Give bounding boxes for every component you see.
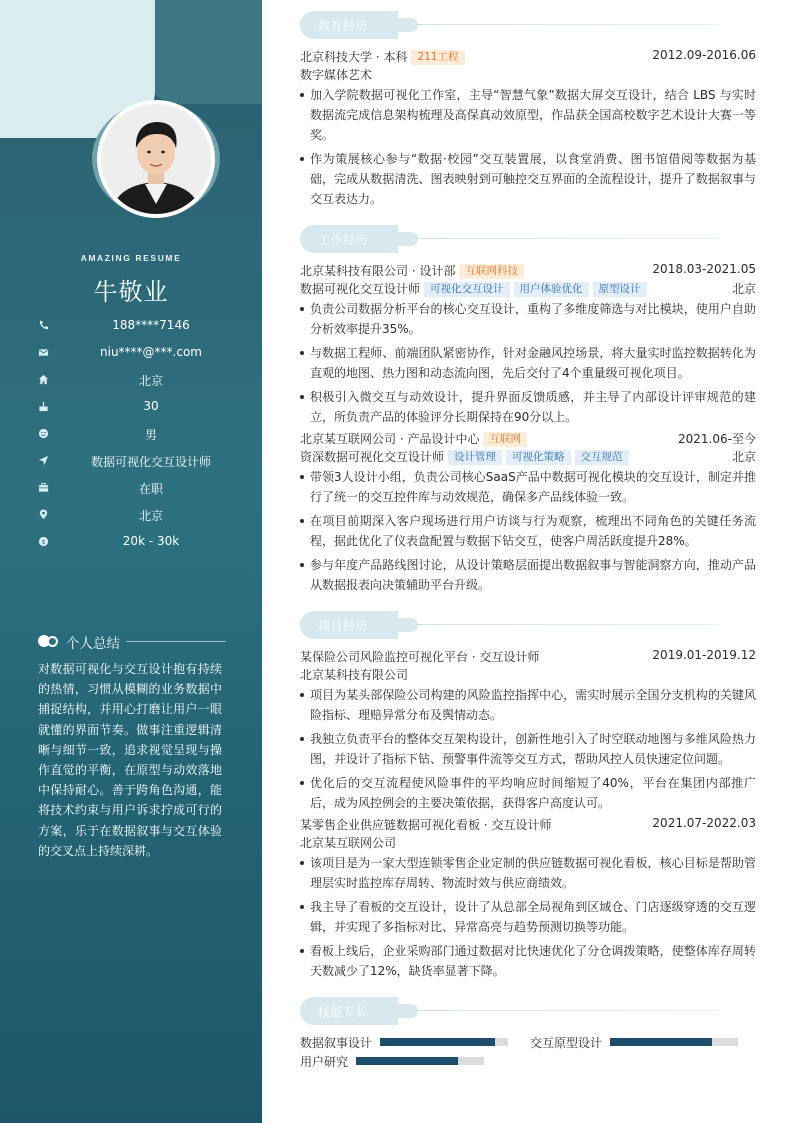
skill-label: 用户研究: [300, 1055, 349, 1069]
project-company: 北京某科技有限公司: [300, 668, 409, 682]
project-entry-1: [300, 647, 756, 817]
summary-title: 个人总结: [66, 636, 120, 652]
project-company-row: [300, 833, 756, 851]
skill-bar-track: [356, 1057, 484, 1065]
section-pill-tail: [380, 18, 418, 32]
sidebar: [0, 0, 262, 1123]
project-period: 2021.07-2022.03: [652, 816, 756, 830]
info-value: 20k - 30k: [122, 534, 180, 548]
company-name: 北京某科技有限公司 · 设计部: [300, 264, 456, 278]
skill-tag: 用户体验优化: [514, 282, 589, 297]
info-value: niu****@***.com: [100, 345, 202, 359]
briefcase-icon: [38, 482, 49, 493]
info-status: [0, 479, 262, 506]
list-item: 我独立负责平台的整体交互架构设计，创新性地引入了时空联动地图与多维风险热力图，并设计了指标下钻、预警事件流等交互方式，帮助风控人员快速定位问题。: [300, 729, 756, 769]
gender-icon: [38, 428, 49, 439]
work-entry-2: [300, 429, 756, 599]
work-role-row: [300, 447, 756, 465]
avatar-portrait-icon: [101, 104, 211, 214]
section-title: 工作经历: [318, 233, 369, 247]
skill-bar-track: [380, 1038, 508, 1046]
work-header-row: [300, 429, 756, 447]
project-bullets: [300, 853, 756, 981]
skill-bar-fill: [380, 1038, 495, 1046]
work-city: 北京: [731, 282, 756, 296]
list-item: 负责公司数据分析平台的核心交互设计，重构了多维度筛选与对比模块，使用户自助分析效率提升35%。: [300, 299, 756, 339]
skill-tag: 原型设计: [593, 282, 647, 297]
phone-icon: [38, 320, 49, 331]
project-company: 北京某互联网公司: [300, 836, 397, 850]
skill-tag: 可视化交互设计: [424, 282, 510, 297]
education-entry: [300, 47, 756, 213]
section-header-skills: [300, 997, 756, 1025]
education-bullets: [300, 85, 756, 209]
summary-heading: [38, 632, 226, 650]
skill-tag: 可视化策略: [506, 450, 571, 465]
info-home: [0, 371, 262, 398]
section-title: 项目经历: [318, 619, 369, 633]
list-item: 我主导了看板的交互设计，设计了从总部全局视角到区域仓、门店逐级穿透的交互逻辑，并实现了多指标对比、异常高亮与趋势预测切换等功能。: [300, 897, 756, 937]
contact-info-list: [0, 317, 262, 560]
work-bullets: [300, 467, 756, 595]
info-position: [0, 452, 262, 479]
industry-badge: 互联网科技: [459, 264, 524, 279]
list-item: 加入学院数据可视化工作室，主导“智慧气象”数据大屏交互设计，结合 LBS 与实时数据流完成信息架构梳理及高保真动效原型，作品获全国高校数字艺术设计大赛一等奖。: [300, 85, 756, 145]
list-item: 看板上线后，企业采购部门通过数据对比快速优化了分仓调拨策略，使整体库存周转天数减少了12%，缺货率显著下降。: [300, 941, 756, 981]
skill-item: [300, 1032, 510, 1050]
section-dots-icon: [38, 635, 60, 647]
section-rule: [416, 24, 720, 25]
project-bullets: [300, 685, 756, 813]
cake-icon: [38, 401, 49, 412]
project-entry-2: [300, 815, 756, 985]
education-header-row: [300, 47, 756, 65]
skill-tag: 设计管理: [448, 450, 502, 465]
section-header-education: [300, 11, 756, 39]
list-item: 参与年度产品路线图讨论，从设计策略层面提出数据叙事与智能洞察方向，推动产品从数据报表向决策辅助平台升级。: [300, 555, 756, 595]
project-name: 某保险公司风险监控可视化平台 · 交互设计师: [300, 650, 540, 664]
major: 数字媒体艺术: [300, 68, 373, 82]
info-value: 男: [144, 428, 157, 442]
section-header-work: [300, 225, 756, 253]
project-header-row: [300, 815, 756, 833]
svg-text:$: $: [41, 537, 46, 546]
job-role: 数据可视化交互设计师: [300, 282, 421, 296]
list-item: 带领3人设计小组，负责公司核心SaaS产品中数据可视化模块的交互设计，制定并推行了统一的交互控件库与动效规范，确保多产品线体验一致。: [300, 467, 756, 507]
resume-tagline: AMAZING RESUME: [80, 253, 182, 263]
section-pill-tail: [380, 1004, 418, 1018]
skill-label: 交互原型设计: [530, 1036, 603, 1050]
info-value: 数据可视化交互设计师: [90, 455, 211, 469]
work-city: 北京: [731, 450, 756, 464]
send-icon: [38, 455, 49, 466]
list-item: 作为策展核心参与“数据·校园”交互装置展，以食堂消费、图书馆借阅等数据为基础，完成从数据清洗、图表映射到可触控交互界面的全流程设计，提升了数据叙事与交互表达力。: [300, 149, 756, 209]
project-period: 2019.01-2019.12: [652, 648, 756, 662]
section-title: 技能专长: [318, 1005, 369, 1019]
work-header-row: [300, 261, 756, 279]
candidate-name: 牛敬业: [93, 278, 169, 306]
work-role-row: [300, 279, 756, 297]
avatar: [97, 100, 215, 218]
list-item: 积极引入微交互与动效设计，提升界面反馈质感，并主导了内部设计评审规范的建立，所负责产品的体验评分长期保持在90分以上。: [300, 387, 756, 427]
industry-badge: 互联网: [483, 432, 527, 447]
skill-item: [300, 1051, 510, 1069]
section-pill-tail: [380, 232, 418, 246]
info-age: [0, 398, 262, 425]
home-icon: [38, 374, 49, 385]
info-value: 在职: [138, 482, 163, 496]
section-rule: [416, 238, 720, 239]
section-rule: [416, 1010, 720, 1011]
skill-bar-track: [610, 1038, 738, 1046]
divider: [126, 641, 226, 642]
info-value: 30: [143, 399, 159, 413]
info-gender: [0, 425, 262, 452]
skill-tag: 交互规范: [575, 450, 629, 465]
list-item: 该项目是为一家大型连锁零售企业定制的供应链数据可视化看板，核心目标是帮助管理层实时监控库存周转、物流时效与供应商绩效。: [300, 853, 756, 893]
info-salary: [0, 533, 262, 560]
list-item: 优化后的交互流程使风险事件的平均响应时间缩短了40%，平台在集团内部推广后，成为风控例会的主要决策依据，获得客户高度认可。: [300, 773, 756, 813]
skill-item: [530, 1032, 740, 1050]
job-role: 资深数据可视化交互设计师: [300, 450, 445, 464]
work-entry-1: [300, 261, 756, 431]
info-email: [0, 344, 262, 371]
info-value: 北京: [138, 509, 163, 523]
mail-icon: [38, 347, 49, 358]
skill-bar-fill: [610, 1038, 712, 1046]
company-name: 北京某互联网公司 · 产品设计中心: [300, 432, 480, 446]
salary-icon: [38, 536, 49, 547]
work-period: 2021.06-至今: [678, 432, 756, 446]
info-phone: [0, 317, 262, 344]
work-period: 2018.03-2021.05: [652, 262, 756, 276]
section-pill-tail: [380, 618, 418, 632]
list-item: 与数据工程师、前端团队紧密协作，针对金融风控场景，将大量实时监控数据转化为直观的地图、热力图和动态流向图，先后交付了4个重量级可视化项目。: [300, 343, 756, 383]
education-major-row: [300, 65, 756, 83]
section-rule: [416, 624, 720, 625]
skill-label: 数据叙事设计: [300, 1036, 373, 1050]
project-name: 某零售企业供应链数据可视化看板 · 交互设计师: [300, 818, 552, 832]
summary-text: 对数据可视化与交互设计抱有持续的热情，习惯从模糊的业务数据中捕捉结构，并用心打磨让用户一眼就懂的界面节奏。做事注重逻辑清晰与细节一致，追求视觉呈现与操作直觉的平衡，在原型与动效落地中保持耐心。善于跨角色沟通，能将技术约束与用户诉求拧成可行的方案，乐于在数据叙事与交互体验的交叉点上持续深耕。: [38, 662, 222, 858]
school-badge: 211工程: [411, 50, 464, 65]
project-header-row: [300, 647, 756, 665]
info-value: 北京: [138, 374, 163, 388]
location-pin-icon: [38, 509, 49, 520]
list-item: 项目为某头部保险公司构建的风险监控指挥中心，需实时展示全国分支机构的关键风险指标、理赔异常分布及舆情动态。: [300, 685, 756, 725]
info-city: [0, 506, 262, 533]
info-value: 188****7146: [112, 318, 190, 332]
section-header-projects: [300, 611, 756, 639]
project-company-row: [300, 665, 756, 683]
skill-bar-fill: [356, 1057, 458, 1065]
section-title: 教育经历: [318, 19, 369, 33]
work-bullets: [300, 299, 756, 427]
list-item: 在项目前期深入客户现场进行用户访谈与行为观察，梳理出不同角色的关键任务流程，据此优化了仪表盘配置与数据下钻交互，使客户周活跃度提升28%。: [300, 511, 756, 551]
school-name: 北京科技大学 · 本科: [300, 50, 408, 64]
education-period: 2012.09-2016.06: [652, 48, 756, 62]
